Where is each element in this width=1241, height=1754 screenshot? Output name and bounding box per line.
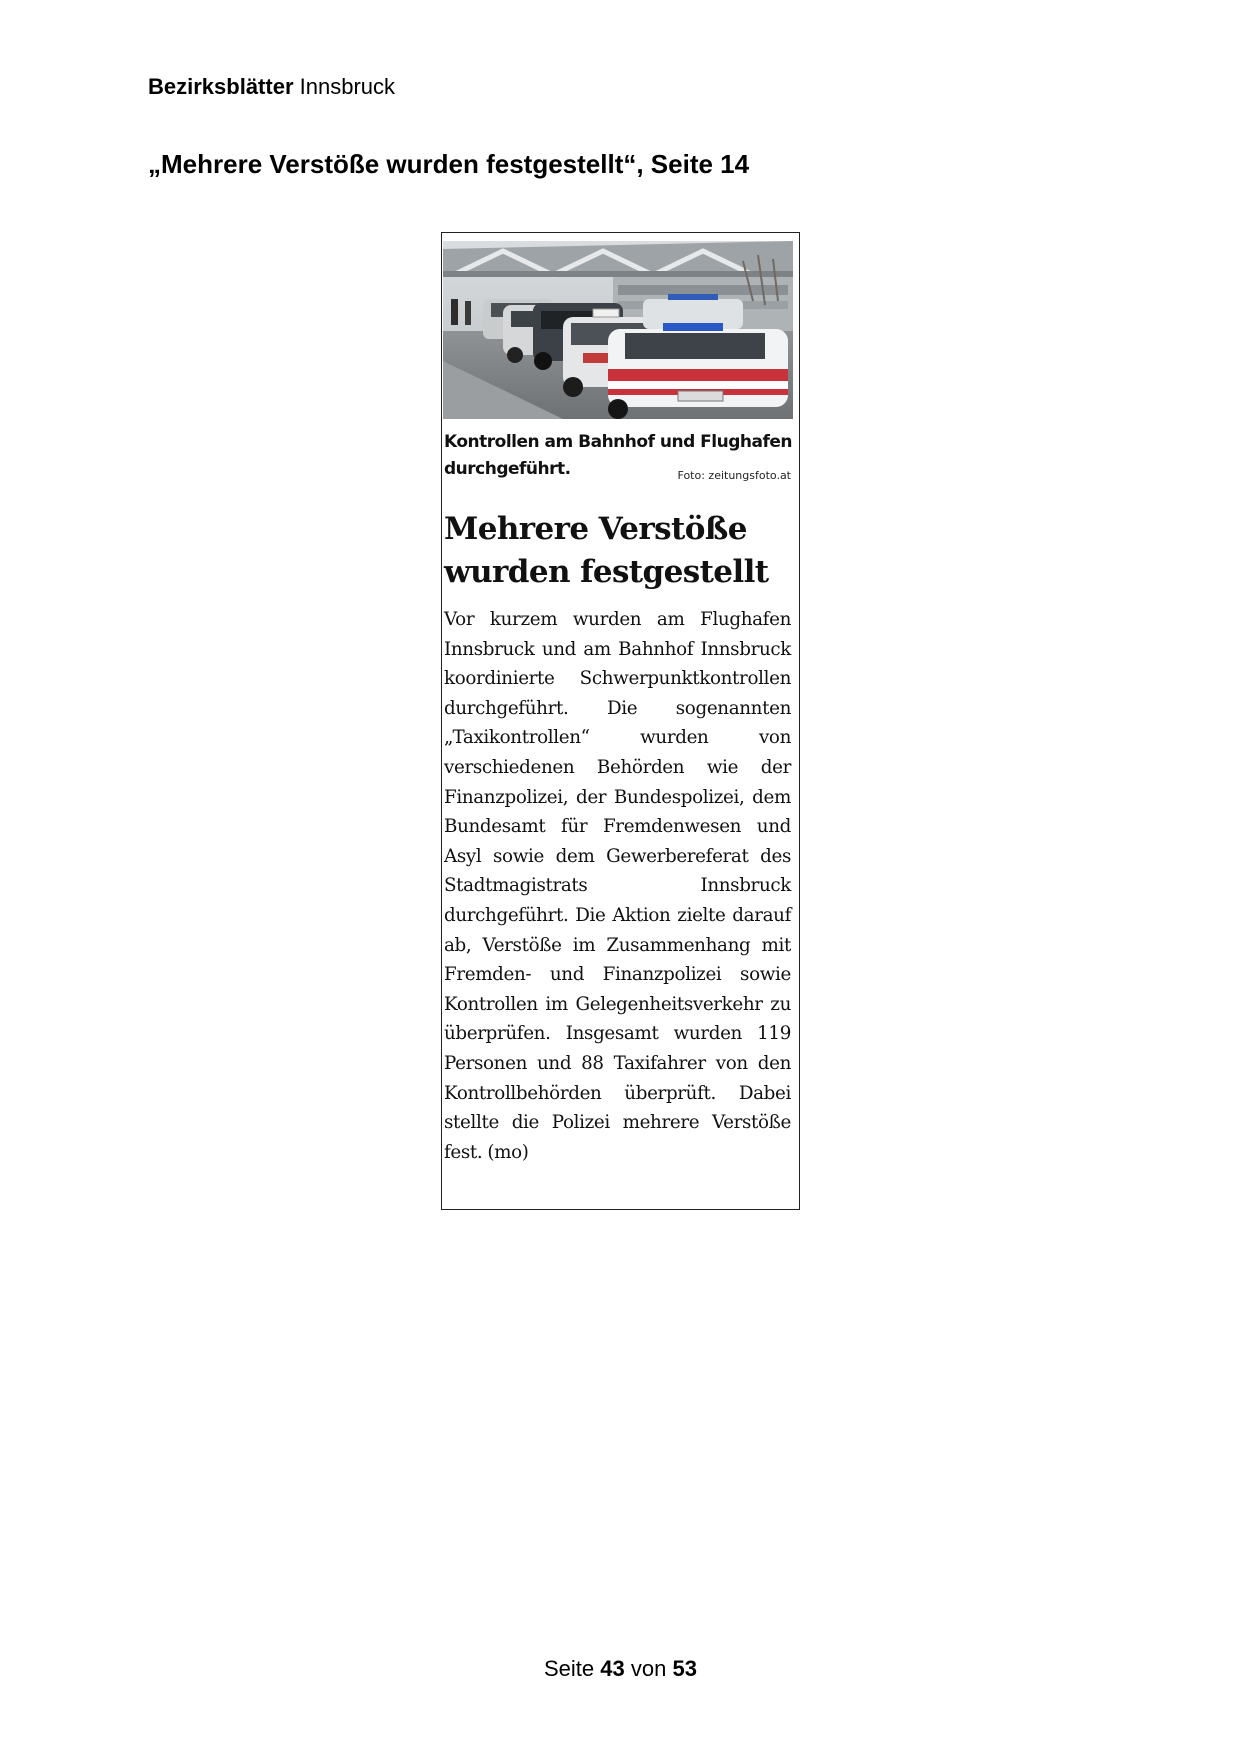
document-title: „Mehrere Verstöße wurden festgestellt“, Seite 14 [148,149,750,179]
photo-caption-text: Kontrollen am Bahnhof und Flughafen durchgeführt. [444,432,792,479]
page-total: 53 [672,1656,697,1681]
taxi-police-photo [443,241,793,419]
page-current: 43 [600,1656,625,1681]
article-body: Vor kurzem wurden am Flughafen Innsbruck und am Bahnhof Innsbruck koordinierte Schwerpunktkontrollen durchgeführt. Die sogenannten „Taxikontrollen“ wurden von verschiedenen Behörden wie der Finanzpolizei, der Bundespolizei, dem Bundesamt für Fremdenwesen und Asyl sowie dem Gewerbereferat des Stadtmagistrats Innsbruck durchgeführt. Die Aktion zielte darauf ab, Verstöße im Zusammenhang mit Fremden- und Finanzpolizei sowie Kontrollen im Gelegenheitsverkehr zu überprüfen. Insgesamt wurden 119 Personen und 88 Taxifahrer von den Kontrollbehörden überprüft. Dabei stellte die Polizei mehrere Verstöße fest. (mo) [444,609,791,1163]
page-separator: von [630,1656,667,1681]
publication-name: Bezirksblätter [148,74,294,99]
newspaper-clipping [441,232,800,1210]
publication-region: Innsbruck [299,74,396,99]
photo-credit: Foto: zeitungsfoto.at [677,469,791,482]
publication-header [148,74,395,100]
page-prefix: Seite [544,1656,595,1681]
article-headline: Mehrere Verstöße wurden festgestellt [444,511,769,590]
page-footer [0,1656,1241,1682]
